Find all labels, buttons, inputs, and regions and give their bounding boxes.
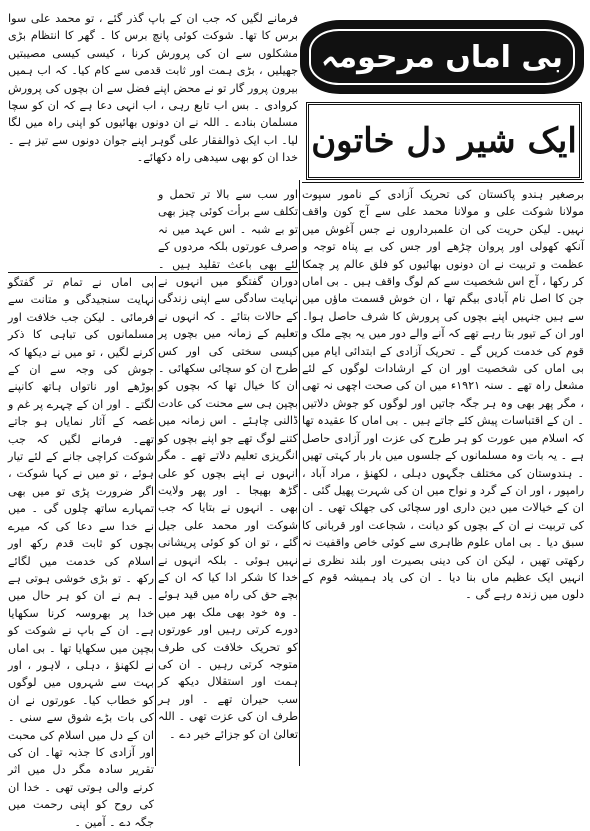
column-divider-left xyxy=(155,276,156,766)
heading-banner xyxy=(300,20,584,94)
article-subheading: ایک شیر دل خاتون xyxy=(306,102,582,180)
column-middle: اور سب سے بالا تر تحمل و تکلف سے برأت کوئی چیز بھی تو بے شبہ ۔ اس عہد میں نہ صرف عورتوں بلکہ مردوں کے لئے بھی باعث تقلید ہیں ۔ دوران گفتگو میں انہوں نے نہایت سادگی سے اپنی زندگی کے حالات بتائے ۔ کہ انہوں نے تعلیم کے زمانہ میں بچوں پر کیسی سختی کی اور کس طرح ان کو سچائی سکھائی ۔ ان کا خیال تھا کہ بچوں کو بچپن ہی سے محنت کی عادت ڈالنی چاہئے ۔ اس زمانہ میں کتنے لوگ تھے جو اپنے بچوں کو انگریزی تعلیم دلاتے تھے ۔ مگر انہوں نے اپنے بچوں کو علی گڑھ بھیجا ۔ اور پھر ولایت بھی ۔ انہوں نے بتایا کہ جب شوکت اور محمد علی جیل گئے ، تو ان کو کوئی پریشانی نہیں ہوئی ۔ بلکہ انہوں نے خدا کا شکر ادا کیا کہ ان کے بچے حق کی راہ میں قید ہوئے ۔ وہ خود بھی ملک بھر میں دورے کرتی رہیں اور عورتوں کو تحریک خلافت کی طرف متوجہ کرتی رہیں ۔ ان کی ہمت اور استقلال دیکھ کر سب حیران تھے ۔ اور ہر طرف ان کی عزت تھی ۔ اللہ تعالیٰ ان کو جزائے خیر دے ۔ xyxy=(158,188,298,741)
article-heading: بی اماں مرحومہ xyxy=(309,29,575,85)
title-block xyxy=(300,8,584,178)
column-right: برصغیر ہندو پاکستان کی تحریک آزادی کے نامور سپوت مولانا شوکت علی و مولانا محمد علی سے آج کون واقف نہیں۔ لیکن حریت کی ان علمبرداروں نے جس آغوش میں آنکھ کھولی اور پروان چڑھے اور جس کی بے پناہ توجہ و عظمت و تربیت نے ان دونوں بھائیوں کو فلق عالم پر چمکا کر رکھا ، آج اس شخصیت سے کم لوگ واقف ہیں ۔ بی اماں جن کا اصل نام آبادی بیگم تھا ، ان خوش قسمت ماؤں میں سے ہیں جنہیں اپنے بچوں کی پرورش کا شرف حاصل ہوا۔ اور ان کے تیور بتا رہے تھے کہ آنے والے دور میں یہ بچے ملک و قوم کی خدمت کریں گے ۔ تحریک آزادی کے ابتدائی ایام میں بی اماں کی شخصیت اور ان کے ارشادات لوگوں کے لئے مشعل راہ تھے ۔ سنہ ۱۹۲۱ء میں ان کی صحت اچھی نہ تھی ، مگر پھر بھی وہ ہر جگہ جاتیں اور لوگوں کو جوش دلاتیں ۔ ان کے اقتباسات پیش کئے جاتے ہیں ۔ بی اماں کا عقیدہ تھا کہ اسلام میں عورت کو ہر طرح کی عزت اور آزادی حاصل ہے ۔ یہ بات وہ مسلمانوں کے جلسوں میں بار بار کہتی تھیں ۔ ہندوستان کی مختلف جگہوں دہلی ، لکھنؤ ، مراد آباد ، رامپور ، اور ان کے گرد و نواح میں ان کی شہرت پھیل گئی ۔ ان کے خیالات میں دین داری اور سچائی کی جھلک تھی ۔ ان کی تربیت نے ان کے بچوں کو دیانت ، شجاعت اور قربانی کا سبق دیا ۔ بی اماں علوم ظاہری سے کوئی خاص واقفیت نہ رکھتی تھیں ، لیکن ان کی دینی بصیرت اور بلند نظری نے انہیں ایک عظیم ماں بنا دیا ۔ ان کی یاد ہمیشہ قوم کے دلوں میں زندہ رہے گی ۔ xyxy=(302,188,584,602)
column-top-left: فرمانے لگیں کہ جب ان کے باپ گذر گئے ، تو محمد علی سوا برس کا تھا۔ شوکت کوئی پانچ برس کا ۔ گھر کا انتظام بڑی مشکلوں سے ان کی پرورش کرنا ، کیسی کیسی مصیبتیں جھیلیں ، بڑی ہمت اور ثابت قدمی سے کام کیا۔ کہ اب ہمیں بیرون پرور گار تو نے محض اپنے فضل سے ان بچوں کی پرورش کروادی ۔ بس اب تابع رہی ، اب انہی دعا ہے کہ ان کو سچا مسلمان بنادے ۔ اللہ نے ان دونوں بھائیوں کو اپنی راہ میں لگا لیا۔ اب ایک ذوالفقار علی گوہر اپنے جوان دونوں سے تیز ہے ۔ خدا ان کو بھی سیدھی راہ دکھائے۔ xyxy=(8,12,298,165)
top-divider xyxy=(302,182,584,183)
column-left: بی اماں نے تمام تر گفتگو نہایت سنجیدگی و متانت سے فرمائی ۔ لیکن جب خلافت اور مسلمانوں کی تباہی کا ذکر کرنے لگیں ، تو میں نے دیکھا کہ جوش کی وجہ سے ان کے بوڑھے اور ناتواں ہاتھ کانپنے لگتے ۔ اور ان کے چہرے پر غم و غصہ کے آثار نمایاں ہو جاتے تھے۔ فرمانے لگیں کہ جب شوکت کراچی جانے کے لئے تیار ہوئے ، تو میں نے کہا شوکت ، اگر ضرورت پڑی تو میں بھی تمہارے ساتھ چلوں گی ۔ میں نے خدا سے دعا کی کہ میرے بچوں کو ثابت قدم رکھ اور اسلام کی خدمت میں لگائے رکھ ۔ تو بڑی خوشی ہوتی ہے ۔ ہم نے ان کو ہر حال میں خدا پر بھروسہ کرنا سکھایا ہے۔ ان کے باپ نے شوکت کو بچپن میں سکھایا تھا ۔ بی اماں نے لکھنؤ ، دہلی ، لاہور ، اور بہت سے شہروں میں لوگوں کو خطاب کیا۔ عورتوں نے ان کی بات بڑے شوق سے سنی ۔ ان کے دل میں اسلام کی محبت اور آزادی کا جذبہ تھا۔ ان کی تقریر سادہ مگر دل میں اثر کرنے والی ہوتی تھی ۔ خدا ان کی روح کو اپنی رحمت میں جگہ دے ۔ آمین ۔ xyxy=(8,276,154,829)
column-divider-main xyxy=(299,180,300,766)
